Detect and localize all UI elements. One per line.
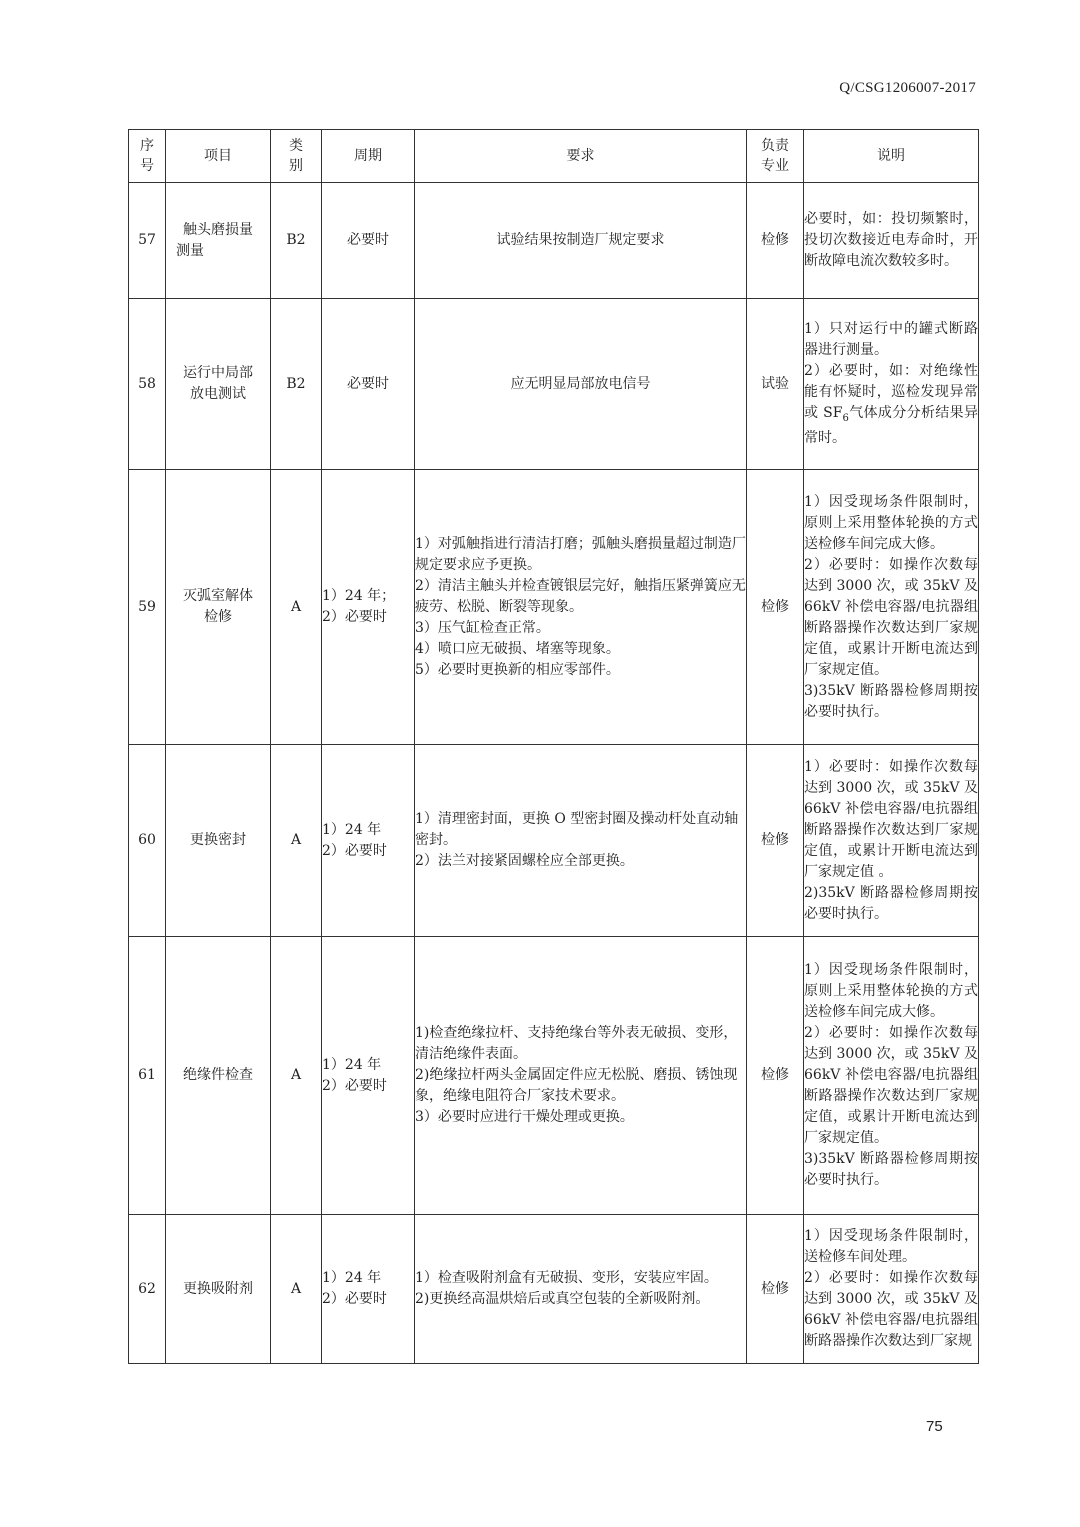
cell-item: 运行中局部 放电测试: [166, 299, 271, 470]
subscript-6: 6: [842, 412, 849, 424]
cell-item: 绝缘件检查: [166, 937, 271, 1215]
cell-category: A: [271, 470, 322, 745]
cell-period: 1）24 年 2）必要时: [322, 937, 415, 1215]
table-row: [129, 470, 979, 745]
cell-responsible: 检修: [747, 745, 804, 937]
cell-notes: 1）必要时：如操作次数每达到 3000 次，或 35kV 及 66kV 补偿电容器/电抗器组断路器操作次数达到厂家规定值，或累计开断电流达到厂家规定值 。 2)35kV 断路器检修周期按必要时执行。: [804, 745, 979, 937]
document-code: Q/CSG1206007-2017: [839, 80, 976, 96]
cell-no: 60: [129, 745, 166, 937]
cell-notes: 1）只对运行中的罐式断路器进行测量。 2）必要时，如：对绝缘性能有怀疑时，巡检发现异常或 $SF_6$气体成分分析结果异常时。: [804, 299, 979, 470]
cell-item: 触头磨损量 测量: [166, 183, 271, 299]
col-header-no: 序 号: [129, 130, 166, 183]
table-row: [129, 745, 979, 937]
cell-requirement: 1）对弧触指进行清洁打磨；弧触头磨损量超过制造厂规定要求应予更换。 2）清洁主触头并检查镀银层完好，触指压紧弹簧应无疲劳、松脱、断裂等现象。 3）压气缸检查正常。 4）喷口应无破损、堵塞等现象。 5）必要时更换新的相应零部件。: [415, 470, 747, 745]
cell-responsible: 试验: [747, 299, 804, 470]
cell-item: 灭弧室解体 检修: [166, 470, 271, 745]
cell-category: B2: [271, 299, 322, 470]
table-header-row: [129, 130, 979, 183]
cell-notes: 1）因受现场条件限制时，原则上采用整体轮换的方式送检修车间完成大修。 2）必要时：如操作次数每达到 3000 次，或 35kV 及 66kV 补偿电容器/电抗器组断路器操作次数达到厂家规定值，或累计开断电流达到厂家规定值。 3)35kV 断路器检修周期按必要时执行。: [804, 470, 979, 745]
cell-no: 57: [129, 183, 166, 299]
cell-no: 62: [129, 1215, 166, 1364]
table-row: [129, 1215, 979, 1364]
cell-requirement: 1）检查吸附剂盒有无破损、变形，安装应牢固。 2)更换经高温烘焙后或真空包装的全新吸附剂。: [415, 1215, 747, 1364]
cell-period: 1）24 年 2）必要时: [322, 1215, 415, 1364]
maintenance-table: [128, 129, 979, 1364]
col-header-item: 项目: [166, 130, 271, 183]
cell-responsible: 检修: [747, 183, 804, 299]
cell-item: 更换密封: [166, 745, 271, 937]
cell-period: 1）24 年 2）必要时: [322, 745, 415, 937]
cell-no: 58: [129, 299, 166, 470]
page-number: 75: [926, 1418, 943, 1435]
col-header-requirement: 要求: [415, 130, 747, 183]
col-header-responsible: 负责 专业: [747, 130, 804, 183]
cell-no: 61: [129, 937, 166, 1215]
cell-requirement: 1)检查绝缘拉杆、支持绝缘台等外表无破损、变形，清洁绝缘件表面。 2)绝缘拉杆两头金属固定件应无松脱、磨损、锈蚀现象，绝缘电阻符合厂家技术要求。 3）必要时应进行干燥处理或更换。: [415, 937, 747, 1215]
col-header-category: 类 别: [271, 130, 322, 183]
cell-responsible: 检修: [747, 470, 804, 745]
cell-responsible: 检修: [747, 1215, 804, 1364]
col-header-period: 周期: [322, 130, 415, 183]
cell-category: A: [271, 1215, 322, 1364]
cell-period: 1）24 年； 2）必要时: [322, 470, 415, 745]
table-row: [129, 937, 979, 1215]
cell-responsible: 检修: [747, 937, 804, 1215]
cell-requirement: 应无明显局部放电信号: [415, 299, 747, 470]
cell-item: 更换吸附剂: [166, 1215, 271, 1364]
cell-notes: 必要时，如：投切频繁时，投切次数接近电寿命时，开断故障电流次数较多时。: [804, 183, 979, 299]
cell-category: B2: [271, 183, 322, 299]
cell-period: 必要时: [322, 183, 415, 299]
cell-category: A: [271, 745, 322, 937]
cell-notes: 1）因受现场条件限制时，送检修车间处理。 2）必要时：如操作次数每达到 3000 次，或 35kV 及 66kV 补偿电容器/电抗器组断路器操作次数达到厂家规: [804, 1215, 979, 1364]
cell-requirement: 1）清理密封面，更换 O 型密封圈及操动杆处直动轴密封。 2）法兰对接紧固螺栓应全部更换。: [415, 745, 747, 937]
cell-no: 59: [129, 470, 166, 745]
table-row: [129, 299, 979, 470]
cell-notes: 1）因受现场条件限制时，原则上采用整体轮换的方式送检修车间完成大修。 2）必要时：如操作次数每达到 3000 次，或 35kV 及 66kV 补偿电容器/电抗器组断路器操作次数达到厂家规定值，或累计开断电流达到厂家规定值。 3)35kV 断路器检修周期按必要时执行。: [804, 937, 979, 1215]
table-row: [129, 183, 979, 299]
cell-category: A: [271, 937, 322, 1215]
cell-requirement: 试验结果按制造厂规定要求: [415, 183, 747, 299]
col-header-notes: 说明: [804, 130, 979, 183]
cell-period: 必要时: [322, 299, 415, 470]
